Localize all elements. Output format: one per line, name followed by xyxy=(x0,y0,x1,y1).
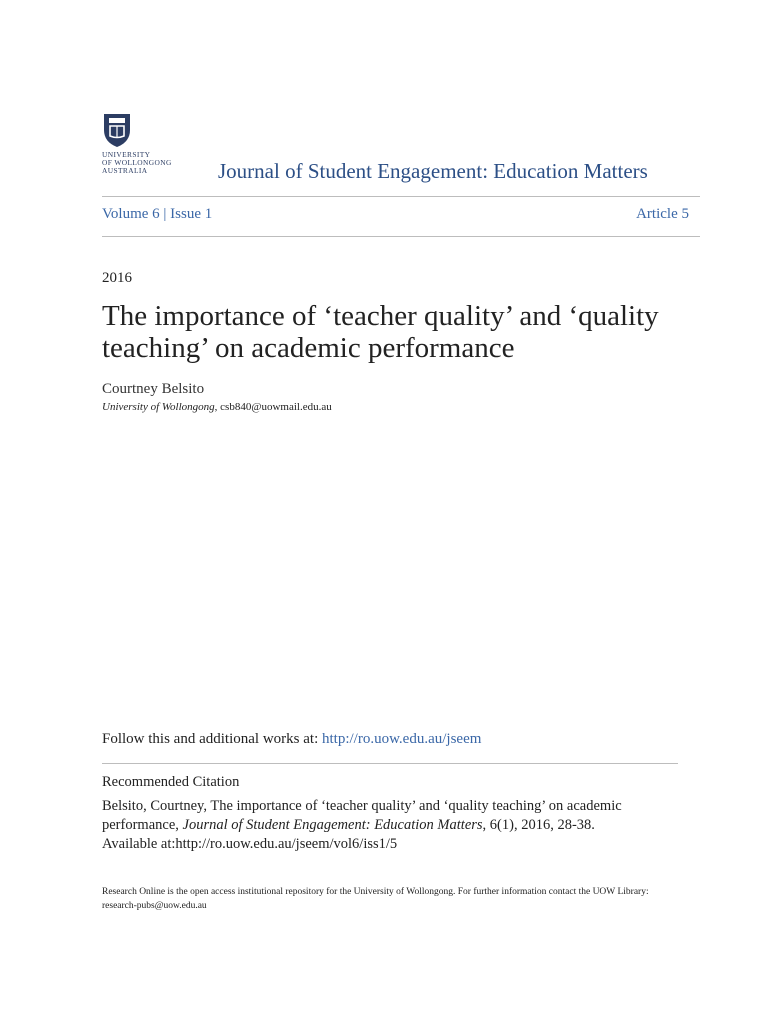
footer-text: Research Online is the open access institutional repository for the University of Wollongong. For further information contact the UOW Library: xyxy=(102,887,649,897)
author-affiliation xyxy=(102,401,332,413)
author-name: Courtney Belsito xyxy=(102,381,205,397)
citation-details: , 6(1), 2016, 28-38. xyxy=(482,817,595,833)
issue-link[interactable]: Issue 1 xyxy=(170,206,213,222)
volume-link[interactable]: Volume 6 xyxy=(102,206,160,222)
article-title: The importance of ‘teacher quality’ and ‘quality teaching’ on academic performance xyxy=(102,300,659,364)
follow-text: Follow this and additional works at: xyxy=(102,731,322,747)
citation-author-title: Belsito, Courtney, The importance of ‘teacher quality’ and ‘quality teaching’ on academic performance, xyxy=(102,798,622,833)
author-email[interactable]: , csb840@uowmail.edu.au xyxy=(214,401,332,413)
logo-wordmark: UNIVERSITY OF WOLLONGONG AUSTRALIA xyxy=(102,150,172,175)
university-logo xyxy=(102,112,192,175)
issue-divider xyxy=(102,236,700,237)
header-divider xyxy=(102,196,700,197)
footer-email-link[interactable]: research-pubs@uow.edu.au xyxy=(102,901,207,911)
journal-title[interactable]: Journal of Student Engagement: Education Matters xyxy=(218,159,648,183)
publication-year: 2016 xyxy=(102,270,132,286)
volume-issue xyxy=(102,206,212,223)
citation-heading: Recommended Citation xyxy=(102,774,240,790)
volume-separator: | xyxy=(163,206,167,222)
citation-divider xyxy=(102,763,678,764)
footer-note xyxy=(102,885,682,913)
citation-available: Available at:http://ro.uow.edu.au/jseem/vol6/iss1/5 xyxy=(102,836,398,852)
article-number-link[interactable]: Article 5 xyxy=(636,206,689,222)
affiliation-name: University of Wollongong xyxy=(102,401,215,413)
crest-icon xyxy=(102,112,132,148)
citation-journal: Journal of Student Engagement: Education Matters xyxy=(182,817,483,833)
follow-line xyxy=(102,731,481,748)
citation-text xyxy=(102,797,682,854)
repository-link[interactable]: http://ro.uow.edu.au/jseem xyxy=(321,731,482,747)
